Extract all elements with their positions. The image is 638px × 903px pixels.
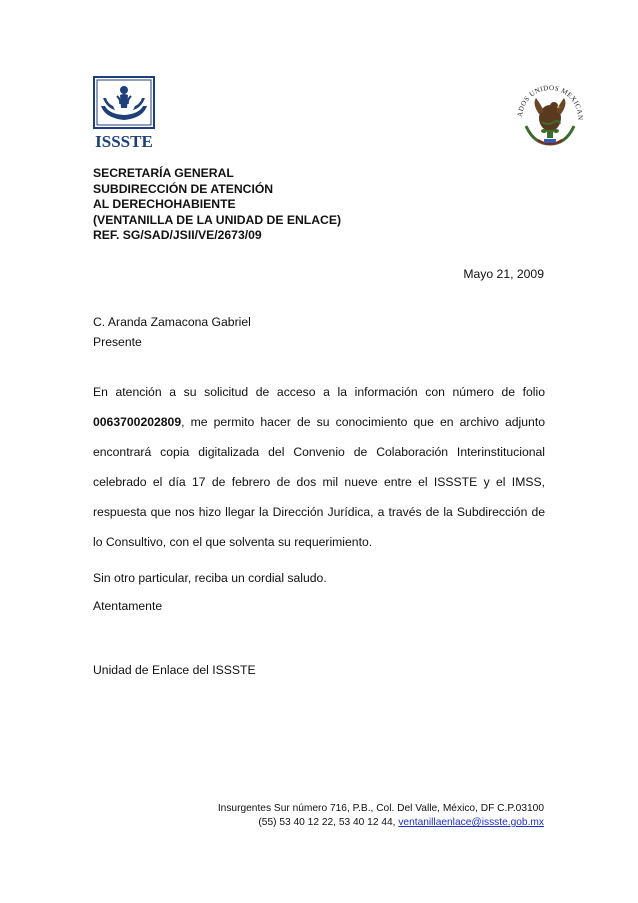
header-line-subdireccion: SUBDIRECCIÓN DE ATENCIÓN	[93, 181, 274, 196]
recipient-name: C. Aranda Zamacona Gabriel	[93, 315, 251, 329]
header-line-reference: REF. SG/SAD/JSII/VE/2673/09	[93, 228, 262, 242]
letter-header	[93, 166, 341, 244]
footer-contact	[218, 816, 544, 830]
issste-logo	[93, 76, 155, 150]
footer-email-link[interactable]: ventanillaenlace@issste.gob.mx	[398, 817, 544, 828]
letter-body	[93, 377, 545, 557]
footer-phones: (55) 53 40 12 22, 53 40 12 44,	[258, 817, 399, 828]
mexico-seal	[512, 78, 588, 150]
svg-text:ISSSTE: ISSSTE	[95, 132, 153, 150]
letter-date: Mayo 21, 2009	[463, 267, 544, 281]
eagle-seal-icon	[512, 78, 588, 150]
issste-logo-icon	[93, 76, 155, 150]
folio-number: 0063700202809	[93, 415, 182, 429]
svg-text:ESTADOS UNIDOS MEXICANOS: ADOS UNIDOS MEXICAN	[515, 83, 585, 121]
header-line-derechohabiente: AL DERECHOHABIENTE	[93, 197, 236, 211]
body-rest: , me permito hacer de su conocimiento que en archivo adjunto encontrará copia digitalizada del Convenio de Colaboración Interinstitucional celebrado el día 17 de febrero de dos mil nueve entre el ISSSTE y el IMSS, respuesta que nos hizo llegar la Dirección Jurídica, a través de la Subdirección de lo Consultivo, con el que solventa su requerimiento.	[93, 415, 545, 549]
body-intro: En atención a su solicitud de acceso a la información con número de folio	[93, 385, 545, 399]
footer-address: Insurgentes Sur número 716, P.B., Col. Del Valle, México, DF C.P.03100	[217, 803, 544, 814]
header-line-ventanilla: (VENTANILLA DE LA UNIDAD DE ENLACE)	[93, 212, 342, 227]
recipient-block	[93, 312, 251, 352]
letter-footer	[218, 802, 544, 830]
header-line-secretaria: SECRETARÍA GENERAL	[93, 166, 234, 180]
signature-unit: Unidad de Enlace del ISSSTE	[93, 663, 256, 677]
closing-greeting: Sin otro particular, reciba un cordial saludo.	[93, 571, 327, 585]
closing-atentamente: Atentamente	[93, 599, 163, 613]
recipient-salutation: Presente	[93, 335, 142, 349]
